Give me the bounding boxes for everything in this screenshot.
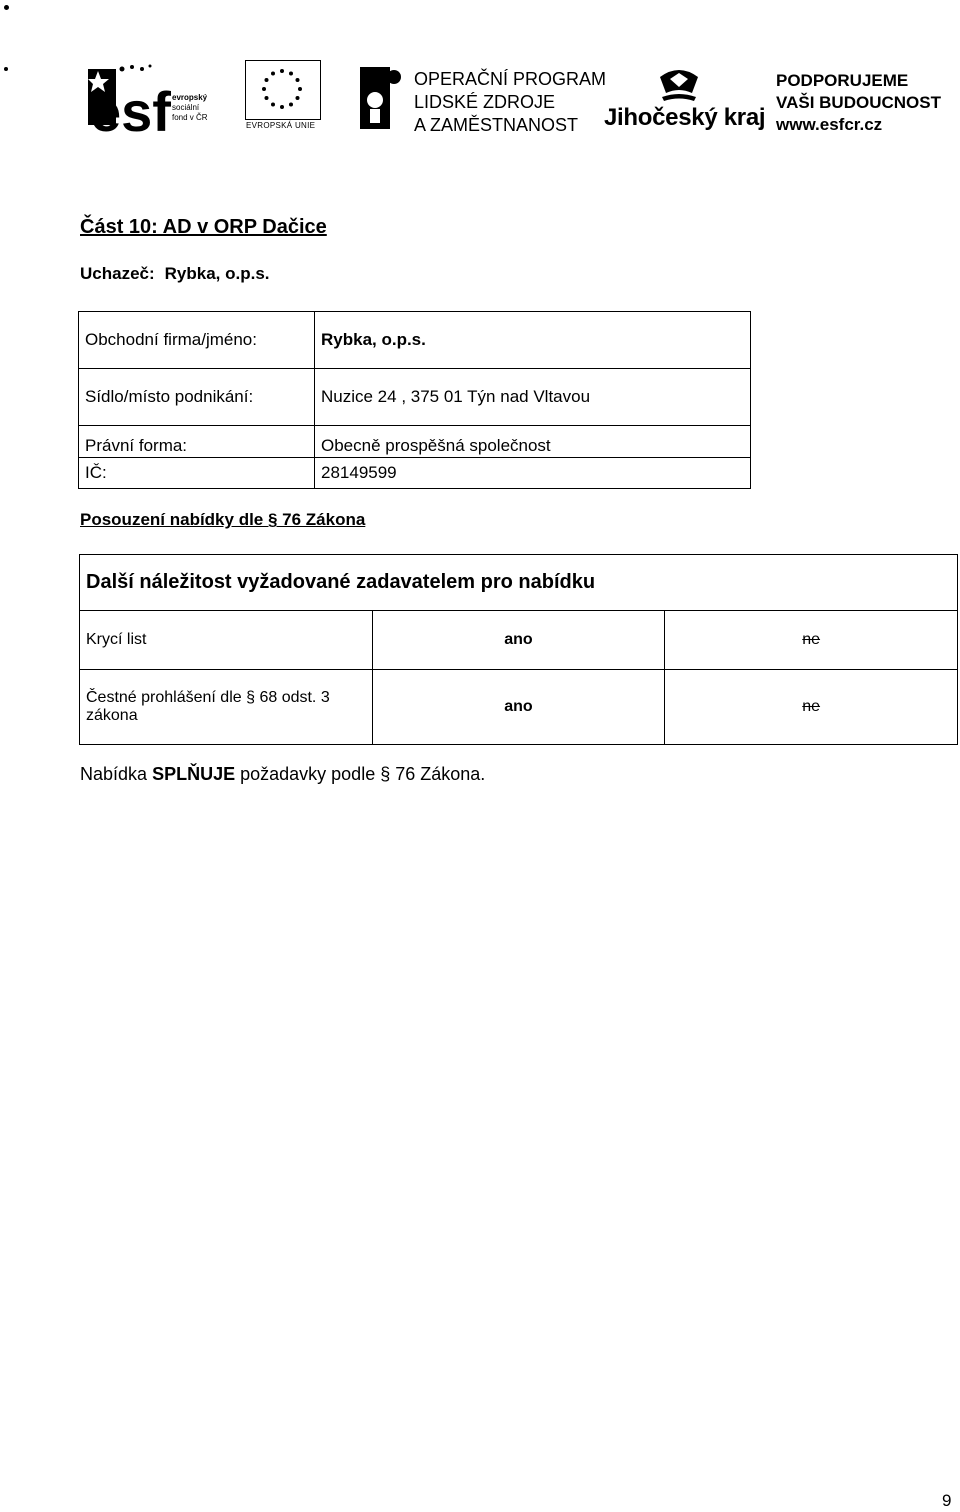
op-line-3: A ZAMĚSTNANOST xyxy=(414,115,579,135)
table-header-row xyxy=(80,555,958,611)
requirement-name: Krycí list xyxy=(80,611,373,670)
op-line-2: LIDSKÉ ZDROJE xyxy=(414,92,556,112)
verdict-status: SPLŇUJE xyxy=(152,764,236,784)
region-emblem-icon xyxy=(648,63,710,103)
requirement-name: Čestné prohlášení dle § 68 odst. 3 zákona xyxy=(80,670,373,745)
table-row xyxy=(80,611,958,670)
company-info-table xyxy=(78,311,751,489)
requirements-table xyxy=(79,554,958,745)
table-row xyxy=(79,312,751,369)
applicant-value: Rybka, o.p.s. xyxy=(164,264,270,283)
info-label: IČ: xyxy=(79,458,315,489)
info-label: Obchodní firma/jméno: xyxy=(79,312,315,369)
slogan-url: www.esfcr.cz xyxy=(776,115,883,134)
verdict-prefix: Nabídka xyxy=(80,764,148,784)
scan-dot xyxy=(4,67,8,71)
table-row xyxy=(80,670,958,745)
eu-flag-logo xyxy=(245,60,321,120)
requirements-heading: Další náležitost vyžadované zadavatelem pro nabídku xyxy=(80,555,958,611)
region-name: Jihočeský kraj xyxy=(604,104,766,131)
info-value: Rybka, o.p.s. xyxy=(315,312,751,369)
op-lzz-puzzle-icon xyxy=(358,63,402,133)
op-line-1: OPERAČNÍ PROGRAM xyxy=(414,69,607,89)
esf-logo xyxy=(88,63,172,133)
assessment-title: Posouzení nabídky dle § 76 Zákona xyxy=(80,510,366,529)
info-value: 28149599 xyxy=(315,458,751,489)
esf-caption xyxy=(172,93,208,123)
requirement-no-text: ne xyxy=(802,698,821,715)
requirement-yes: ano xyxy=(372,670,665,745)
op-program-name xyxy=(414,68,606,137)
esf-line-3: fond v ČR xyxy=(172,113,208,122)
page-number: 9 xyxy=(942,1491,952,1510)
applicant-label: Uchazeč: xyxy=(80,264,155,283)
applicant-line xyxy=(80,264,270,284)
eu-caption: EVROPSKÁ UNIE xyxy=(246,121,316,130)
slogan-line-2: VAŠI BUDOUCNOST xyxy=(776,93,941,112)
requirement-yes: ano xyxy=(372,611,665,670)
table-row xyxy=(79,458,751,489)
slogan xyxy=(776,70,941,136)
scan-dot xyxy=(4,5,9,10)
table-row xyxy=(79,426,751,458)
info-label: Právní forma: xyxy=(79,426,315,458)
slogan-line-1: PODPORUJEME xyxy=(776,71,909,90)
info-value: Nuzice 24 , 375 01 Týn nad Vltavou xyxy=(315,369,751,426)
esf-line-1: evropský xyxy=(172,93,208,102)
requirement-no-text: ne xyxy=(802,631,821,648)
verdict-suffix: požadavky podle § 76 Zákona. xyxy=(240,764,486,784)
requirement-no xyxy=(665,670,958,745)
table-row xyxy=(79,369,751,426)
verdict xyxy=(80,764,485,785)
requirement-no xyxy=(665,611,958,670)
section-title: Část 10: AD v ORP Dačice xyxy=(80,216,327,238)
esf-line-2: sociální xyxy=(172,103,200,112)
svg-text:esf: esf xyxy=(90,80,171,133)
info-label: Sídlo/místo podnikání: xyxy=(79,369,315,426)
info-value: Obecně prospěšná společnost xyxy=(315,426,751,458)
